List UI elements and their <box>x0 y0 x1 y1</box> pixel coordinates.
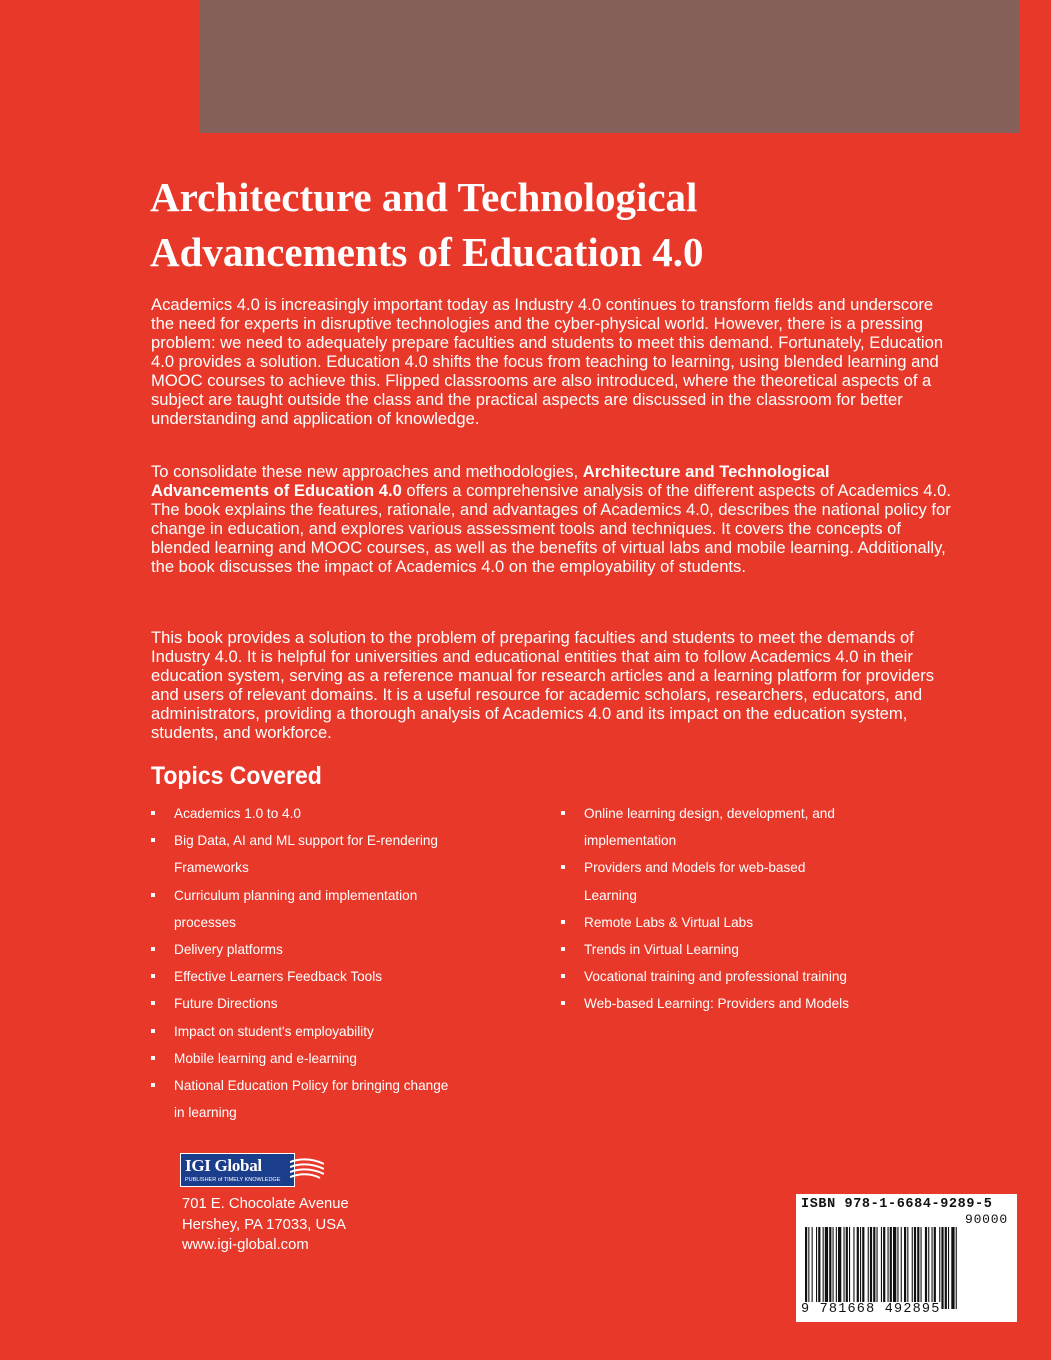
barcode-bar <box>857 1227 859 1309</box>
barcode-bar <box>818 1227 820 1309</box>
topic-text: Academics 1.0 to 4.0 <box>174 806 301 821</box>
bullet-icon <box>561 865 565 869</box>
barcode-bar <box>890 1227 892 1309</box>
logo-tagline: PUBLISHER of TIMELY KNOWLEDGE <box>185 1177 281 1183</box>
barcode-bar <box>838 1227 841 1309</box>
topic-item <box>561 909 861 936</box>
topic-text: Delivery platforms <box>174 942 283 958</box>
topic-item <box>151 990 451 1017</box>
bullet-icon <box>561 974 565 978</box>
barcode-bar <box>870 1227 872 1309</box>
barcode-bar <box>853 1227 854 1309</box>
topic-item <box>151 882 451 936</box>
topic-item <box>151 1072 451 1126</box>
paragraph-2-book-title: Architecture and Technological Advancements of Education 4.0 <box>151 462 830 500</box>
bullet-icon <box>151 838 155 842</box>
topic-text: Web-based Learning: Providers and Models <box>584 996 849 1012</box>
top-color-band <box>200 0 1019 133</box>
barcode-bar <box>939 1227 940 1309</box>
topic-text: Remote Labs & Virtual Labs <box>584 914 754 930</box>
barcode-bar <box>932 1227 933 1309</box>
book-title <box>150 170 970 280</box>
topic-text: Trends in Virtual Learning <box>584 942 739 958</box>
barcode-bar <box>956 1227 957 1309</box>
barcode-bar <box>917 1227 919 1309</box>
address-street: 701 E. Chocolate Avenue <box>182 1196 349 1212</box>
barcode-bar <box>888 1227 889 1309</box>
topics-list-left <box>151 800 451 1126</box>
bullet-icon <box>561 920 565 924</box>
topic-item <box>151 1045 451 1072</box>
barcode-bar <box>823 1227 824 1309</box>
topic-item <box>561 990 861 1017</box>
isbn-number: ISBN 978-1-6684-9289-5 <box>801 1197 993 1212</box>
igi-global-logo <box>180 1153 323 1189</box>
isbn-barcode <box>796 1194 1017 1322</box>
topics-list-right <box>561 800 861 1018</box>
topic-text: Effective Learners Feedback Tools <box>174 969 383 985</box>
publisher-website: www.igi-global.com <box>182 1237 309 1253</box>
bullet-icon <box>561 811 565 815</box>
barcode-digits: 9 781668 492895 <box>801 1302 941 1317</box>
bullet-icon <box>151 811 155 815</box>
barcode-bar <box>812 1227 813 1309</box>
bullet-icon <box>151 893 155 897</box>
barcode-bar <box>907 1227 908 1309</box>
bullet-icon <box>561 947 565 951</box>
barcode-bar <box>912 1227 913 1309</box>
topic-text: Curriculum planning and implementation processes <box>174 887 418 930</box>
description-paragraph-1: Academics 4.0 is increasingly important today as Industry 4.0 continues to transform fields and underscore the need for experts in disruptive technologies and the cyber-physical world. However, there is a pressing problem: we need to adequately prepare faculties and students to meet this demand. Fortunately, Education 4.0 provides a solution. Education 4.0 shifts the focus from teaching to learning, using blended learning and MOOC courses to achieve this. Flipped classrooms are also introduced, where the theoretical aspects of a subject are taught outside the class and the practical aspects are discussed in the classroom for better understanding and application of knowledge. <box>151 295 944 428</box>
bullet-icon <box>151 1056 155 1060</box>
barcode-bar <box>928 1227 929 1309</box>
description-paragraph-3: This book provides a solution to the problem of preparing faculties and students to meet the demands of Industry 4.0. It is helpful for universities and educational entities that aim to follow Academics 4.0 in their education system, serving as a reference manual for research articles and a learning platform for providers and users of relevant domains. It is a useful resource for academic scholars, researchers, educators, and administrators, providing a thorough analysis of Academics 4.0 and its impact on the education system, students, and workforce. <box>151 628 935 742</box>
barcode-bar <box>844 1227 845 1309</box>
topic-item <box>151 800 451 827</box>
topic-item <box>561 854 861 908</box>
description-paragraph-2 <box>151 462 951 576</box>
bullet-icon <box>151 1029 155 1033</box>
barcode-bar <box>883 1227 885 1309</box>
topic-text: National Education Policy for bringing change in learning <box>174 1078 449 1121</box>
barcode-bar <box>951 1227 954 1309</box>
topic-text: Big Data, AI and ML support for E-rendering Frameworks <box>174 833 438 876</box>
topic-item <box>151 827 451 881</box>
book-title-line-1: Architecture and Technological <box>150 174 698 220</box>
barcode-bar <box>846 1227 848 1309</box>
topic-item <box>561 800 861 854</box>
barcode-bar <box>934 1227 936 1309</box>
topic-text: Providers and Models for web-based Learning <box>584 860 806 903</box>
bullet-icon <box>151 1001 155 1005</box>
barcode-bar <box>893 1227 896 1309</box>
topic-item <box>561 936 861 963</box>
topic-text: Future Directions <box>174 996 278 1012</box>
publisher-address <box>182 1194 349 1256</box>
barcode-bar <box>836 1227 837 1309</box>
barcode-bar <box>948 1227 949 1309</box>
barcode-bar <box>829 1227 831 1309</box>
topic-text: Vocational training and professional training <box>584 969 847 985</box>
barcode-bar <box>849 1227 850 1309</box>
topic-text: Mobile learning and e-learning <box>174 1050 357 1066</box>
topic-item <box>151 936 451 963</box>
logo-box <box>180 1153 295 1187</box>
barcode-bar <box>904 1227 906 1309</box>
address-city: Hershey, PA 17033, USA <box>182 1216 346 1233</box>
bullet-icon <box>151 974 155 978</box>
paragraph-2-intro: To consolidate these new approaches and methodologies, <box>151 462 583 481</box>
barcode-bar <box>825 1227 828 1309</box>
barcode-bar <box>833 1227 834 1309</box>
barcode-bar <box>921 1227 922 1309</box>
barcode-bar <box>860 1227 861 1309</box>
topics-heading: Topics Covered <box>151 762 322 790</box>
barcode-bar <box>816 1227 817 1309</box>
book-title-line-2: Advancements of Education 4.0 <box>150 229 704 275</box>
topic-text: Online learning design, development, and implementation <box>584 806 835 849</box>
barcode-bar <box>873 1227 875 1309</box>
barcode-bars <box>805 1227 1010 1309</box>
topic-item <box>561 963 861 990</box>
barcode-bar <box>925 1227 927 1309</box>
topic-item <box>151 1018 451 1045</box>
barcode-bar <box>945 1227 947 1309</box>
barcode-bar <box>862 1227 864 1309</box>
barcode-bar <box>808 1227 809 1309</box>
logo-swoosh-icon <box>290 1158 324 1182</box>
barcode-bar <box>805 1227 807 1309</box>
barcode-bar <box>901 1227 902 1309</box>
barcode-bar <box>941 1227 943 1309</box>
topic-text: Impact on student's employability <box>174 1023 374 1039</box>
barcode-bar <box>914 1227 916 1309</box>
logo-text: IGI Global <box>185 1156 262 1175</box>
bullet-icon <box>151 1083 155 1087</box>
barcode-bar <box>877 1227 878 1309</box>
barcode-bar <box>897 1227 898 1309</box>
barcode-bar <box>881 1227 882 1309</box>
price-code: 90000 <box>964 1212 1008 1227</box>
paragraph-2-rest: offers a comprehensive analysis of the different aspects of Academics 4.0. The book explains the features, rationale, and advantages of Academics 4.0, describes the national policy for change in education, and explores various assessment tools and techniques. It covers the concepts of blended learning and MOOC courses, as well as the benefits of virtual labs and mobile learning. Additionally, the book discusses the impact of Academics 4.0 on the employability of students. <box>151 481 951 576</box>
bullet-icon <box>561 1001 565 1005</box>
bullet-icon <box>151 947 155 951</box>
barcode-bar <box>868 1227 869 1309</box>
topic-item <box>151 963 451 990</box>
